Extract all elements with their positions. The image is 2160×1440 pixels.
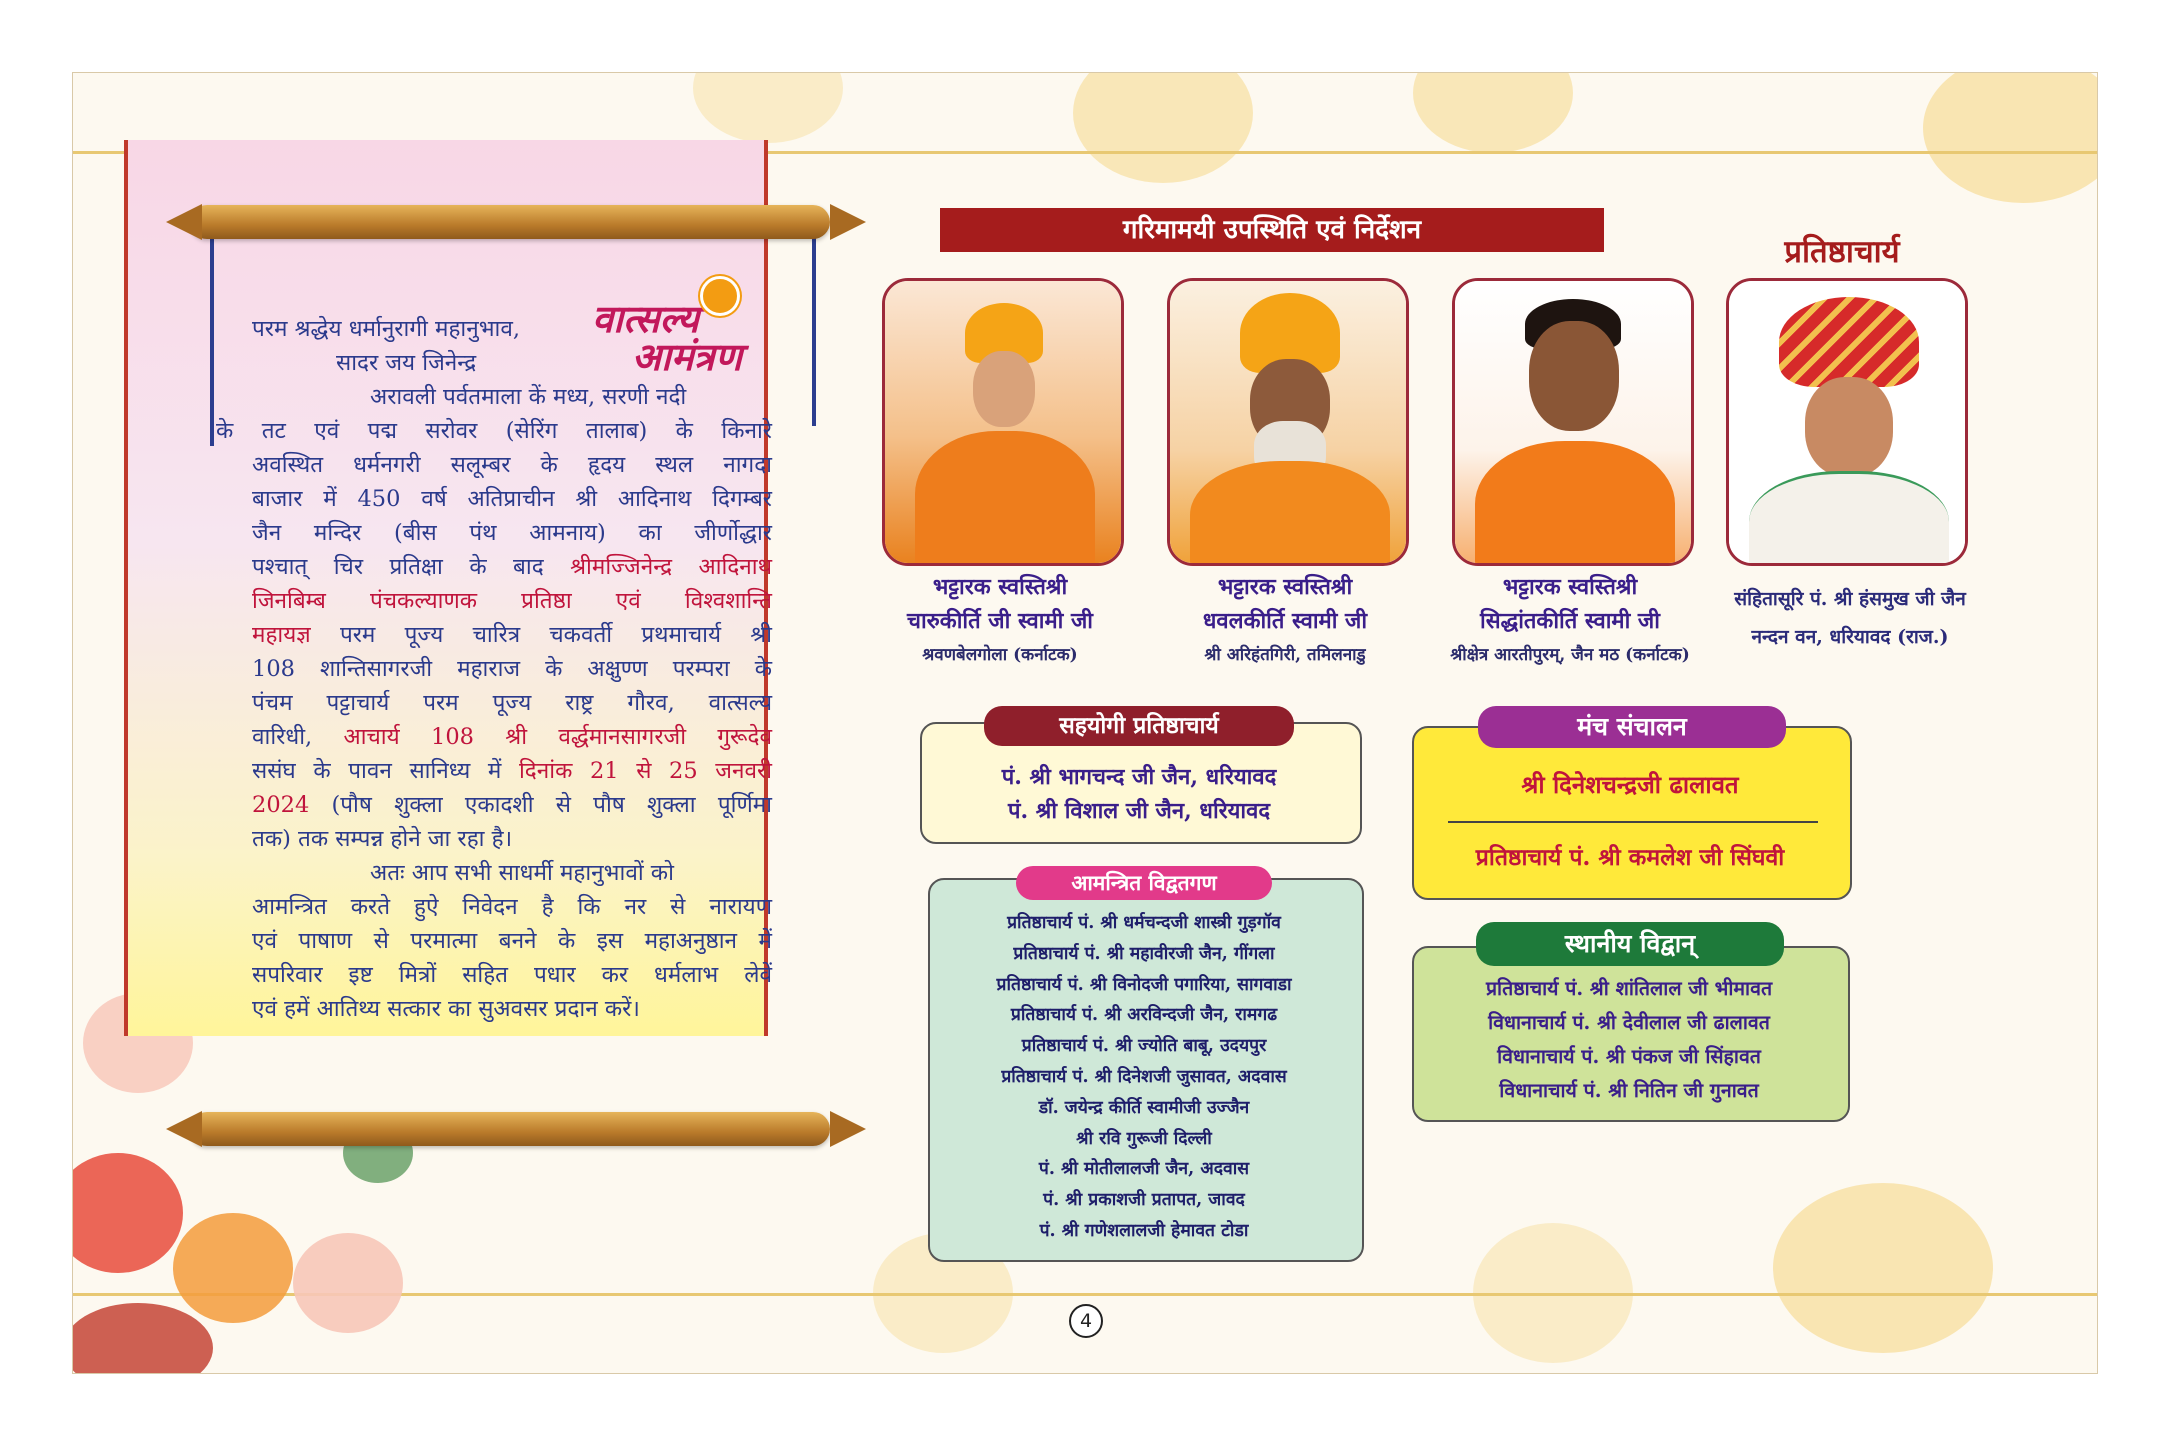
- sthaniya-line: विधानाचार्य पं. श्री पंकज जी सिंहावत: [1497, 1045, 1761, 1068]
- letter-line: 108 शान्तिसागरजी महाराज के अक्षुण्ण परम्परा के: [252, 656, 772, 682]
- photo-card-dhavalkirti: [1167, 278, 1409, 566]
- page-number: 4: [1069, 1304, 1103, 1338]
- aamantrit-line: डॉ. जयेन्द्र कीर्ति स्वामीजी उज्जैन: [1038, 1097, 1250, 1118]
- sahayogi-line: पं. श्री भागचन्द जी जैन, धरियावद: [1001, 764, 1277, 790]
- face-shape: [1529, 321, 1619, 431]
- sahayogi-header: सहयोगी प्रतिष्ठाचार्य: [984, 706, 1294, 746]
- face-shape: [973, 351, 1035, 427]
- garima-header: गरिमामयी उपस्थिति एवं निर्देशन: [940, 208, 1604, 252]
- place-line: श्रीक्षेत्र आरतीपुरम्, जैन मठ (कर्नाटक): [1450, 645, 1690, 665]
- letter-line: महायज्ञ परम पूज्य चारित्र चकवर्ती प्रथमाचार्य श्री: [252, 622, 772, 648]
- letter-line: एवं पाषाण से परमात्मा बनने के इस महाअनुष्ठान में: [252, 928, 772, 954]
- sahayogi-line: पं. श्री विशाल जी जैन, धरियावद: [1007, 798, 1271, 824]
- name-line2: चारुकीर्ति जी स्वामी जी: [906, 608, 1094, 634]
- scroll-ribbon: [210, 236, 214, 446]
- photo-card-hansmukh: [1726, 278, 1968, 566]
- letter-line: 2024 (पौष शुक्ला एकादशी से पौष शुक्ला पूर्णिमा: [252, 792, 772, 818]
- photo-card-charukirti: [882, 278, 1124, 566]
- letter-line: ससंघ के पावन सानिध्य में दिनांक 21 से 25 जनवरी: [252, 758, 772, 784]
- letter-line: पंचम पट्टाचार्य परम पूज्य राष्ट्र गौरव, वात्सल्य: [252, 690, 772, 716]
- letter-line: तक) तक सम्पन्न होने जा रहा है।: [252, 826, 513, 852]
- letter-line: जिनबिम्ब पंचकल्याणक प्रतिष्ठा एवं विश्वशान्ति: [252, 588, 772, 614]
- letter-line: अरावली पर्वतमाला कें मध्य, सरणी नदी: [370, 384, 687, 410]
- aamantrit-line: प्रतिष्ठाचार्य पं. श्री महावीरजी जैन, गींगला: [1013, 943, 1275, 964]
- person-name-dhavalkirti: [1145, 570, 1425, 672]
- person-name-siddhantkirti: [1420, 570, 1720, 672]
- highlight-text: 2024: [252, 792, 310, 818]
- highlight-text: आचार्य 108 श्री वर्द्धमानसागरजी गुरूदेव: [343, 724, 772, 750]
- shirt-shape: [1749, 471, 1949, 566]
- aamantrit-line: पं. श्री मोतीलालजी जैन, अदवास: [1038, 1159, 1250, 1180]
- letter-line: एवं हमें आतिथ्य सत्कार का सुअवसर प्रदान करें।: [252, 996, 640, 1022]
- sthaniya-line: प्रतिष्ठाचार्य पं. श्री शांतिलाल जी भीमावत: [1485, 977, 1773, 1000]
- manch-line1: श्री दिनेशचन्द्रजी ढालावत: [1521, 770, 1739, 799]
- flower-decoration: [293, 1233, 403, 1333]
- highlight-text: दिनांक 21 से 25 जनवरी: [518, 758, 772, 784]
- letter-line: जैन मन्दिर (बीस पंथ आमनाय) का जीर्णोद्धार: [252, 520, 772, 546]
- bg-flower: [693, 72, 843, 143]
- flower-decoration: [72, 1153, 183, 1273]
- manch-box: [1412, 726, 1852, 900]
- manch-header: मंच संचालन: [1478, 706, 1786, 748]
- manch-line2: प्रतिष्ठाचार्य पं. श्री कमलेश जी सिंघवी: [1475, 844, 1785, 871]
- place-line: नन्दन वन, धरियावद (राज.): [1751, 626, 1949, 648]
- temple-icon: [700, 276, 740, 316]
- aamantrit-line: प्रतिष्ठाचार्य पं. श्री धर्मचन्दजी शास्त्री गुड़गॉव: [1007, 913, 1281, 933]
- sahayogi-list: [920, 760, 1358, 828]
- sthaniya-line: विधानाचार्य पं. श्री नितिन जी गुनावत: [1499, 1079, 1759, 1102]
- scroll-ribbon: [812, 236, 816, 426]
- aamantrit-line: प्रतिष्ठाचार्य पं. श्री विनोदजी पगारिया, सागवाडा: [996, 974, 1292, 995]
- sthaniya-list: [1412, 972, 1846, 1108]
- letter-line: अतः आप सभी साधर्मी महानुभावों को: [370, 860, 674, 886]
- name-line1: भट्टारक स्वस्तिश्री: [1502, 574, 1638, 600]
- sthaniya-header: स्थानीय विद्वान्: [1476, 922, 1784, 966]
- face-shape: [1805, 377, 1893, 477]
- letter-line: के तट एवं पद्म सरोवर (सेरिंग तालाब) के किनारे: [216, 418, 772, 444]
- aamantrit-line: प्रतिष्ठाचार्य पं. श्री ज्योति बाबू, उदयपुर: [1021, 1036, 1267, 1057]
- photo-card-siddhantkirti: [1452, 278, 1694, 566]
- bg-flower: [1073, 72, 1253, 183]
- letter-line: बाजार में 450 वर्ष अतिप्राचीन श्री आदिनाथ दिगम्बर: [252, 486, 772, 512]
- flower-decoration: [72, 1303, 213, 1374]
- invitation-letter: [216, 312, 773, 1026]
- letter-line: आमन्त्रित करते हुऐ निवेदन है कि नर से नारायण: [252, 894, 772, 920]
- person-name-charukirti: [860, 570, 1140, 672]
- bg-flower: [1413, 72, 1573, 153]
- letter-line: पश्चात् चिर प्रतिक्षा के बाद श्रीमज्जिनेन्द्र आदिनाथ: [252, 554, 773, 580]
- aamantrit-line: प्रतिष्ठाचार्य पं. श्री अरविन्दजी जैन, रामगढ: [1010, 1005, 1278, 1026]
- name-line2: धवलकीर्ति स्वामी जी: [1202, 608, 1368, 634]
- highlight-text: महायज्ञ: [252, 622, 311, 648]
- logo-line1: वात्सल्य: [592, 296, 699, 341]
- person-name-hansmukh: [1700, 580, 2000, 656]
- sthaniya-line: विधानाचार्य पं. श्री देवीलाल जी ढालावत: [1488, 1011, 1770, 1034]
- manch-divider: [1448, 821, 1818, 823]
- aamantrit-line: पं. श्री गणेशलालजी हेमावत टोडा: [1039, 1220, 1249, 1241]
- place-line: श्रवणबेलगोला (कर्नाटक): [922, 645, 1078, 665]
- aamantrit-line: पं. श्री प्रकाशजी प्रतापत, जावद: [1043, 1190, 1245, 1211]
- aamantrit-header: आमन्त्रित विद्वतगण: [1016, 866, 1272, 900]
- name-line2: सिद्धांतकीर्ति स्वामी जी: [1480, 608, 1660, 634]
- name-line1: भट्टारक स्वस्तिश्री: [932, 574, 1068, 600]
- pratishthacharya-title: प्रतिष्ठाचार्य: [1784, 234, 1900, 270]
- robe-shape: [1190, 461, 1390, 566]
- logo-line2: आमंत्रण: [632, 334, 743, 379]
- aamantrit-line: प्रतिष्ठाचार्य पं. श्री दिनेशजी जुसावत, अदवास: [1001, 1066, 1287, 1087]
- robe-shape: [915, 431, 1095, 566]
- place-line: श्री अरिहंतगिरी, तमिलनाडु: [1204, 645, 1366, 665]
- letter-line: सपरिवार इष्ट मित्रों सहित पधार कर धर्मलाभ लेवें: [252, 962, 772, 988]
- robe-shape: [1475, 441, 1675, 566]
- bg-flower: [1773, 1183, 1993, 1353]
- highlight-text: श्रीमज्जिनेन्द्र आदिनाथ: [570, 554, 773, 580]
- aamantrit-list: [928, 908, 1360, 1247]
- letter-line: अवस्थित धर्मनगरी सलूम्बर के हृदय स्थल नागदा: [252, 452, 772, 478]
- jay-jinendra: सादर जय जिनेन्द्र: [336, 350, 477, 376]
- flower-decoration: [173, 1213, 293, 1323]
- bg-flower: [1923, 72, 2098, 203]
- aamantrit-line: श्री रवि गुरूजी दिल्ली: [1076, 1128, 1212, 1149]
- scroll-top-rod: [190, 205, 830, 239]
- letter-line: वारिधी, आचार्य 108 श्री वर्द्धमानसागरजी गुरूदेव: [252, 724, 772, 750]
- turban-shape: [1779, 297, 1919, 387]
- name-line1: भट्टारक स्वस्तिश्री: [1217, 574, 1353, 600]
- greeting: परम श्रद्धेय धर्मानुरागी महानुभाव,: [252, 316, 521, 342]
- name-line1: संहितासूरि पं. श्री हंसमुख जी जैन: [1734, 588, 1966, 610]
- scroll-bottom-rod: [190, 1112, 830, 1146]
